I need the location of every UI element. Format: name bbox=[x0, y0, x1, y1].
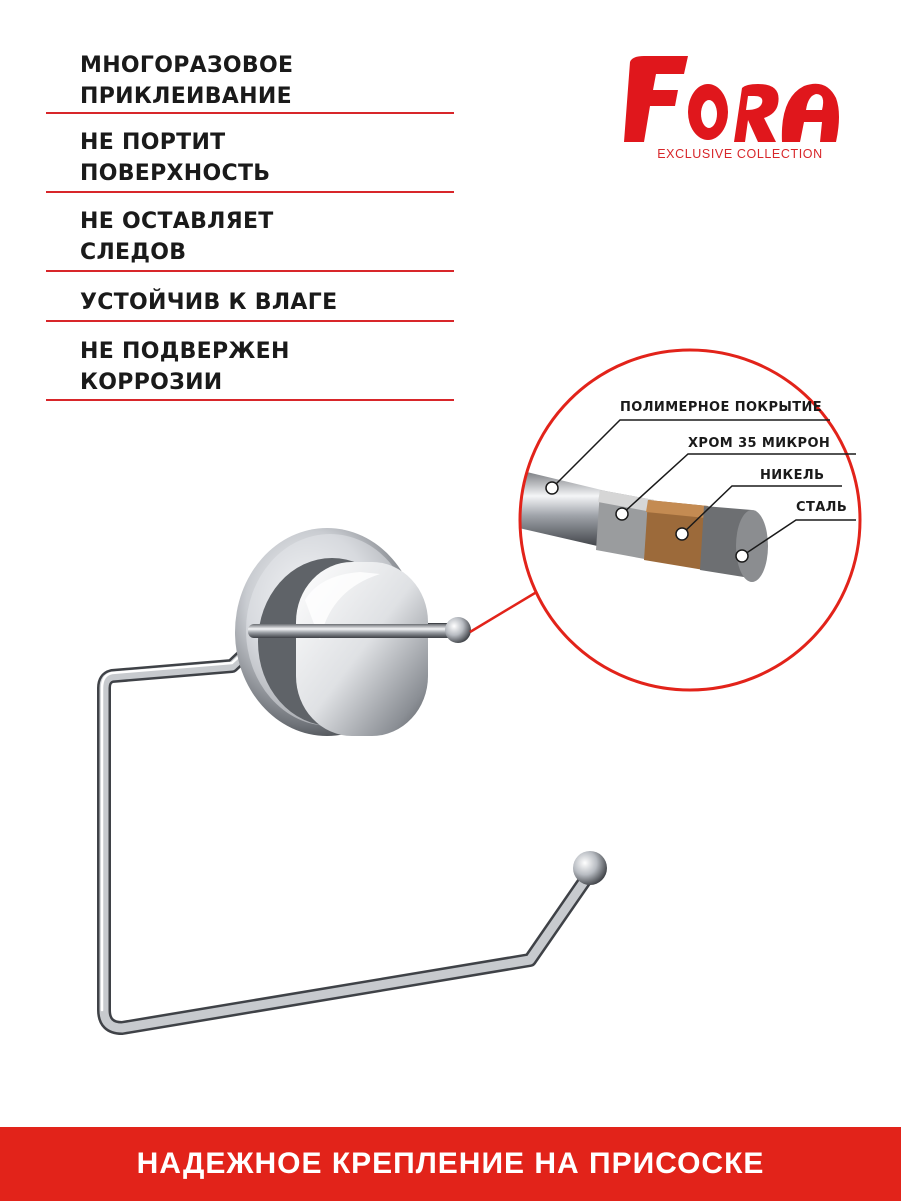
feature-line: МНОГОРАЗОВОЕ bbox=[80, 53, 294, 78]
bottom-banner: НАДЕЖНОЕ КРЕПЛЕНИЕ НА ПРИСОСКЕ bbox=[0, 1127, 901, 1201]
layer-label-nickel: НИКЕЛЬ bbox=[760, 468, 825, 483]
feature-line: НЕ ПОДВЕРЖЕН bbox=[80, 339, 290, 364]
feature-line: НЕ ПОРТИТ bbox=[80, 130, 226, 155]
layer-label-steel: СТАЛЬ bbox=[796, 500, 848, 515]
callout-connector bbox=[470, 590, 540, 632]
rod-end-ball bbox=[573, 851, 607, 885]
feature-line: СЛЕДОВ bbox=[80, 240, 187, 265]
feature-line: КОРРОЗИИ bbox=[80, 370, 223, 395]
feature-line: УСТОЙЧИВ К ВЛАГЕ bbox=[80, 290, 338, 315]
layer-label-chrome: ХРОМ 35 МИКРОН bbox=[688, 436, 831, 451]
layer-label-polymer: ПОЛИМЕРНОЕ ПОКРЫТИЕ bbox=[620, 400, 823, 415]
feature-line: НЕ ОСТАВЛЯЕТ bbox=[80, 209, 274, 234]
feature-line: ПОВЕРХНОСТЬ bbox=[80, 161, 271, 186]
brand-tagline: EXCLUSIVE COLLECTION bbox=[657, 147, 823, 161]
feature-line: ПРИКЛЕИВАНИЕ bbox=[80, 84, 292, 109]
